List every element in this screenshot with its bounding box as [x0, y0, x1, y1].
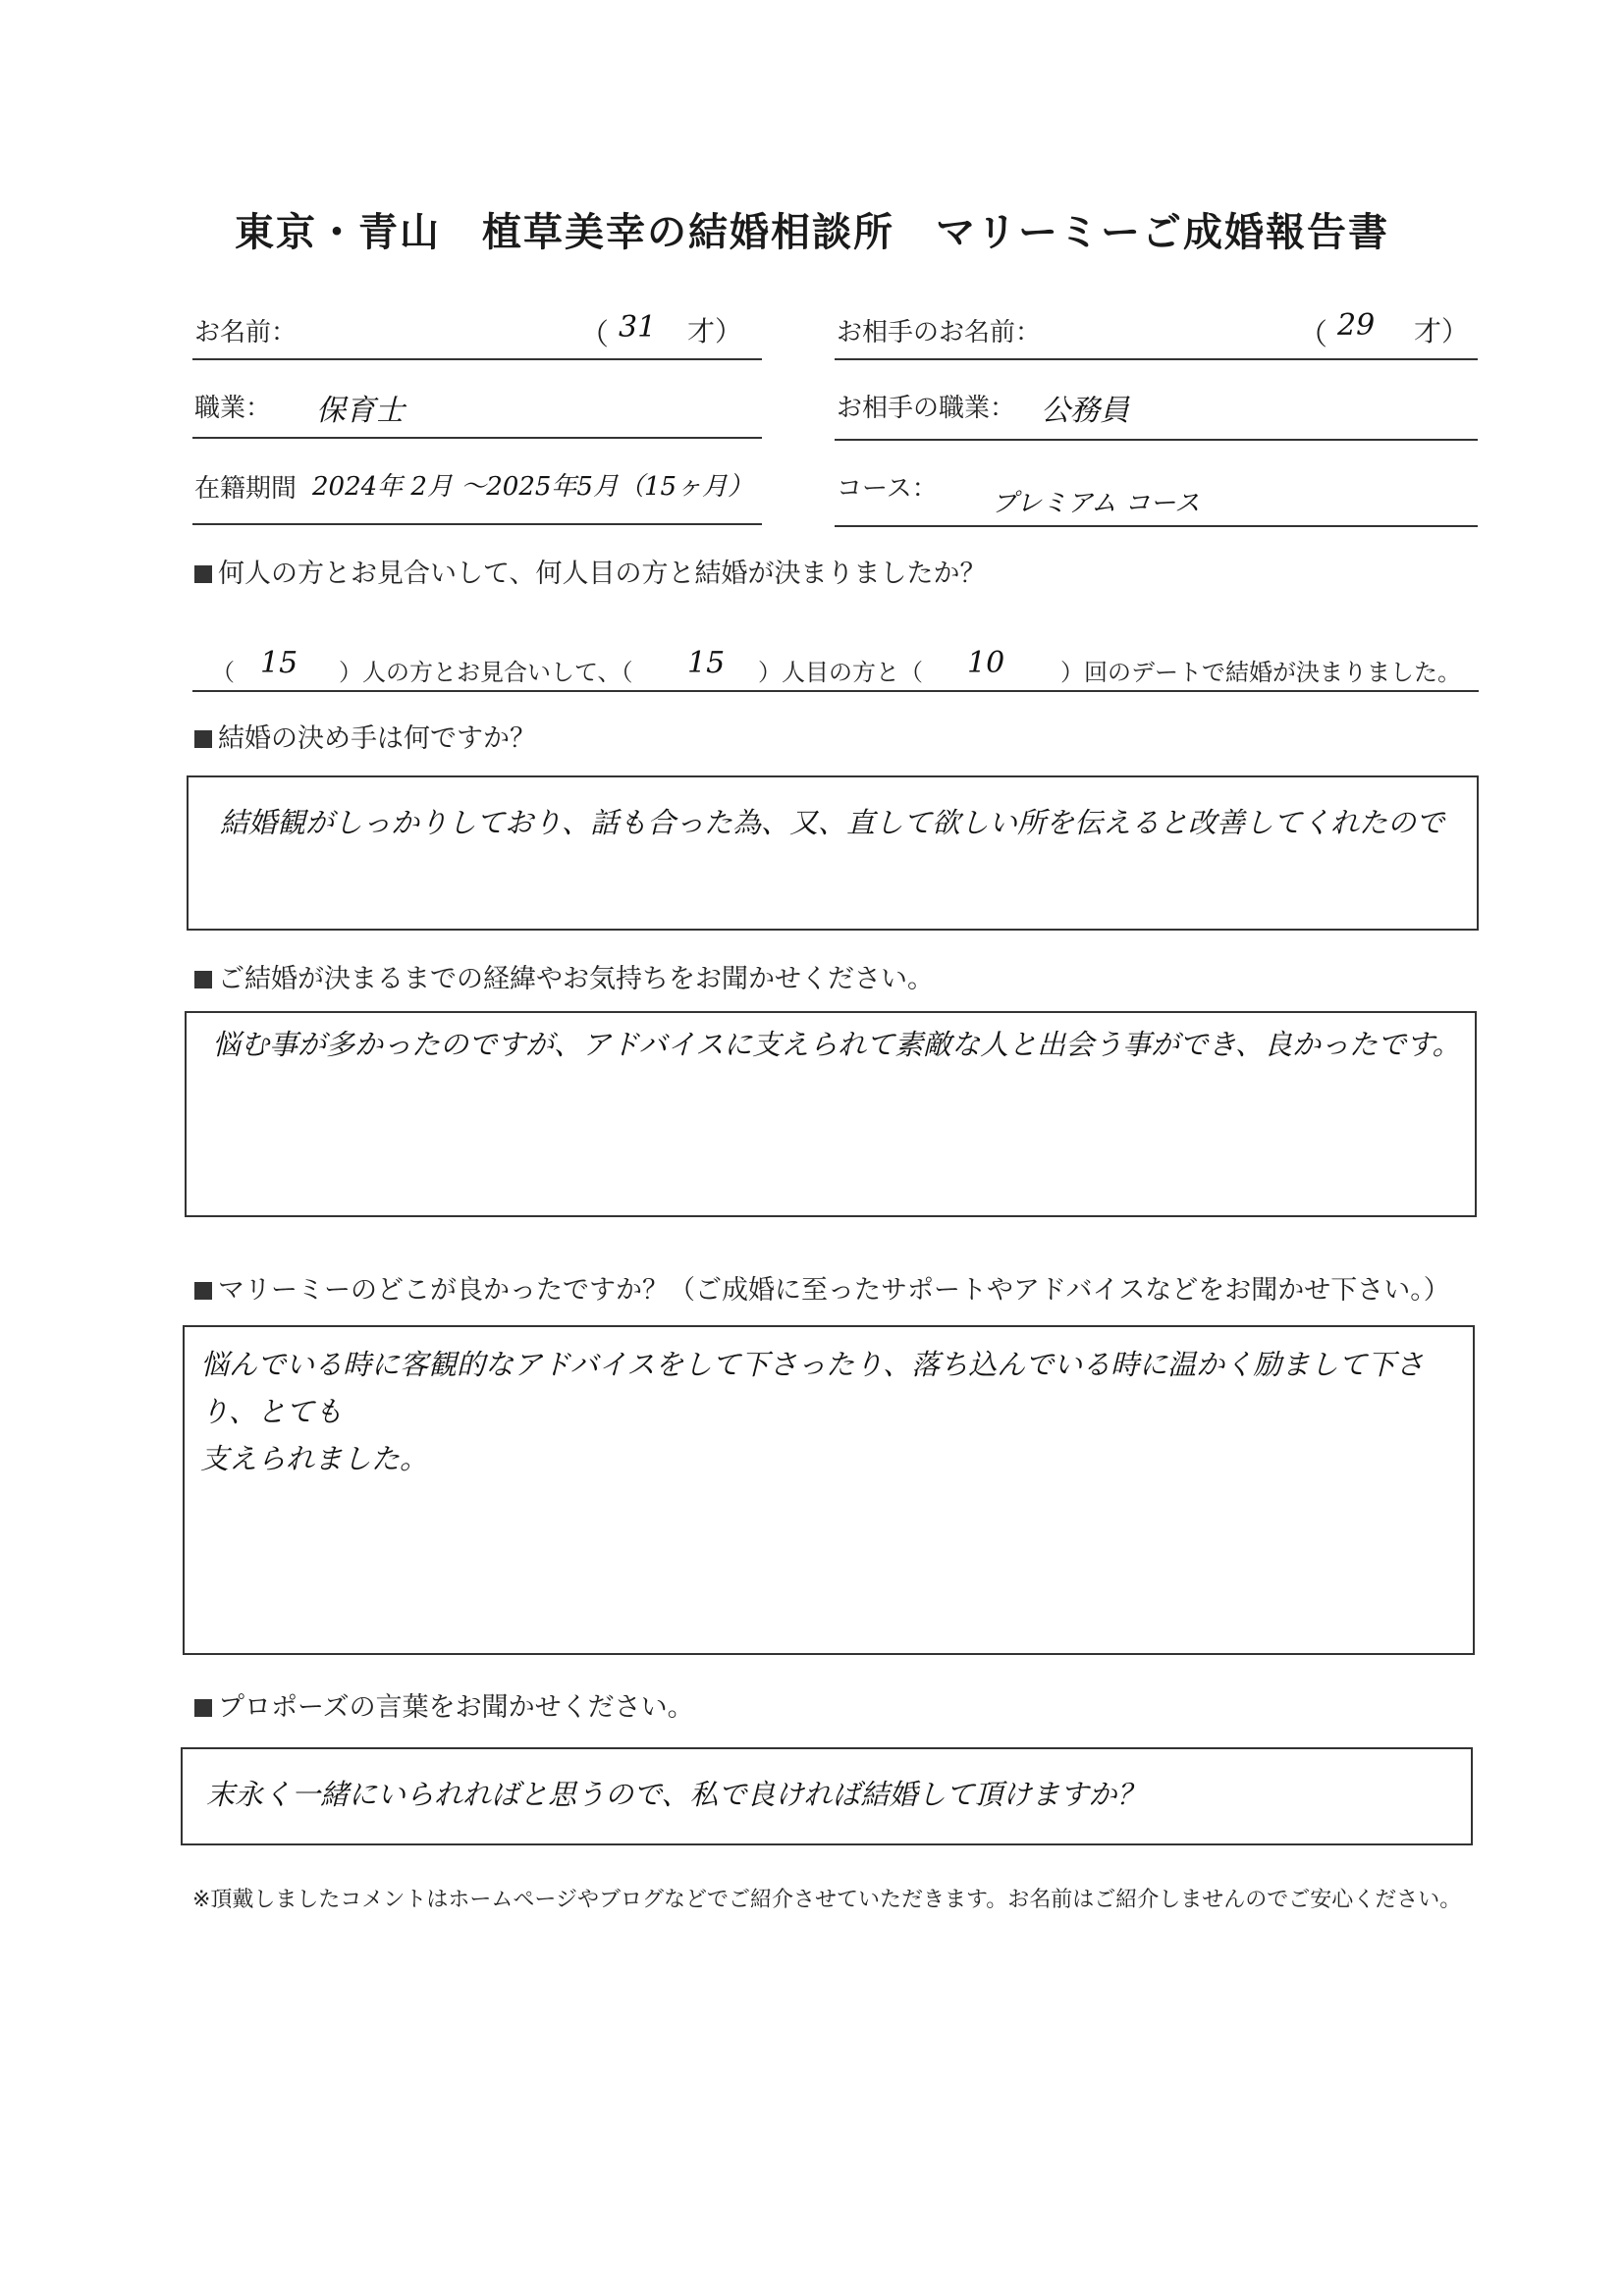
- course-label: コース：: [837, 474, 938, 504]
- q1-date-count: 10: [967, 646, 1005, 680]
- job-underline: [192, 437, 762, 439]
- q4-question-text: マリーミーのどこが良かったですか？（ご成婚に至ったサポートやアドバイスなどをお聞かせ下さい。）: [218, 1275, 1450, 1306]
- bullet-square-icon: [194, 730, 212, 748]
- q2-answer-box: [187, 775, 1479, 931]
- q5-question-text: プロポーズの言葉をお聞かせください。: [218, 1692, 694, 1723]
- partner-name-label: お相手のお名前：: [837, 318, 1042, 347]
- document-title: 東京・青山 植草美幸の結婚相談所 マリーミーご成婚報告書: [235, 210, 1389, 255]
- partner-name-underline: [835, 358, 1478, 360]
- q3-question-text: ご結婚が決まるまでの経緯やお気持ちをお聞かせください。: [218, 964, 934, 994]
- partner-age-value: 29: [1337, 308, 1376, 343]
- partner-age-unit: 才）: [1414, 315, 1470, 347]
- q1-text-c: ）回のデートで結婚が決まりました。: [1060, 659, 1461, 686]
- q3-answer: 悩む事が多かったのですが、アドバイスに支えられて素敵な人と出会う事ができ、良かったです。: [212, 1028, 1461, 1061]
- q5-answer: 末永く一緒にいられればと思うので、私で良ければ結婚して頂けますか？: [206, 1778, 1146, 1811]
- q5-question: [194, 1685, 694, 1724]
- bullet-square-icon: [194, 971, 212, 988]
- period-value: 2024年 2月 〜2025年5月（15ヶ月）: [312, 472, 754, 502]
- bullet-square-icon: [194, 1282, 212, 1300]
- age-open-paren: （: [579, 318, 609, 352]
- course-value: プレミアム コース: [992, 489, 1201, 518]
- q4-answer-box: [183, 1325, 1475, 1655]
- q2-question-text: 結婚の決め手は何ですか？: [218, 723, 536, 754]
- q1-paren-open: （: [211, 659, 235, 686]
- job-label: 職業：: [194, 394, 272, 423]
- q1-question-text: 何人の方とお見合いして、何人目の方と結婚が決まりましたか？: [218, 559, 987, 589]
- name-underline: [192, 358, 762, 360]
- period-underline: [192, 523, 762, 525]
- bullet-square-icon: [194, 565, 212, 583]
- job-value: 保育士: [316, 394, 405, 428]
- q4-question: [194, 1268, 1450, 1307]
- partner-job-label: お相手の職業：: [837, 394, 1016, 423]
- q3-answer-box: [185, 1011, 1477, 1217]
- q1-text-a: ）人の方とお見合いして、（: [339, 659, 633, 686]
- q3-question: [194, 957, 934, 995]
- q4-answer-line2: 支えられました。: [200, 1442, 429, 1475]
- age-unit: 才）: [687, 315, 743, 347]
- course-underline: [835, 525, 1478, 527]
- q2-answer: 結婚観がしっかりしており、話も合った為、又、直して欲しい所を伝えると改善してくれたので: [220, 806, 1445, 839]
- age-value: 31: [619, 310, 657, 345]
- partner-job-value: 公務員: [1041, 394, 1129, 428]
- q1-which-count: 15: [687, 646, 726, 680]
- q5-answer-box: [181, 1747, 1473, 1845]
- q1-question: [194, 552, 986, 590]
- name-label: お名前：: [194, 318, 298, 347]
- period-label: 在籍期間: [194, 474, 298, 504]
- q4-answer-line1: 悩んでいる時に客観的なアドバイスをして下さったり、落ち込んでいる時に温かく励まして下さり、とても: [200, 1348, 1425, 1428]
- q2-question: [194, 717, 536, 755]
- q1-text-b: ）人目の方と（: [758, 659, 923, 686]
- q1-underline: [192, 690, 1479, 692]
- bullet-square-icon: [194, 1699, 212, 1717]
- partner-job-underline: [835, 439, 1478, 441]
- footer-note: ※頂戴しましたコメントはホームページやブログなどでご紹介させていただきます。お名前はご紹介しませんのでご安心ください。: [192, 1888, 1462, 1912]
- partner-age-open-paren: （: [1298, 318, 1327, 352]
- q1-meeting-count: 15: [260, 646, 298, 680]
